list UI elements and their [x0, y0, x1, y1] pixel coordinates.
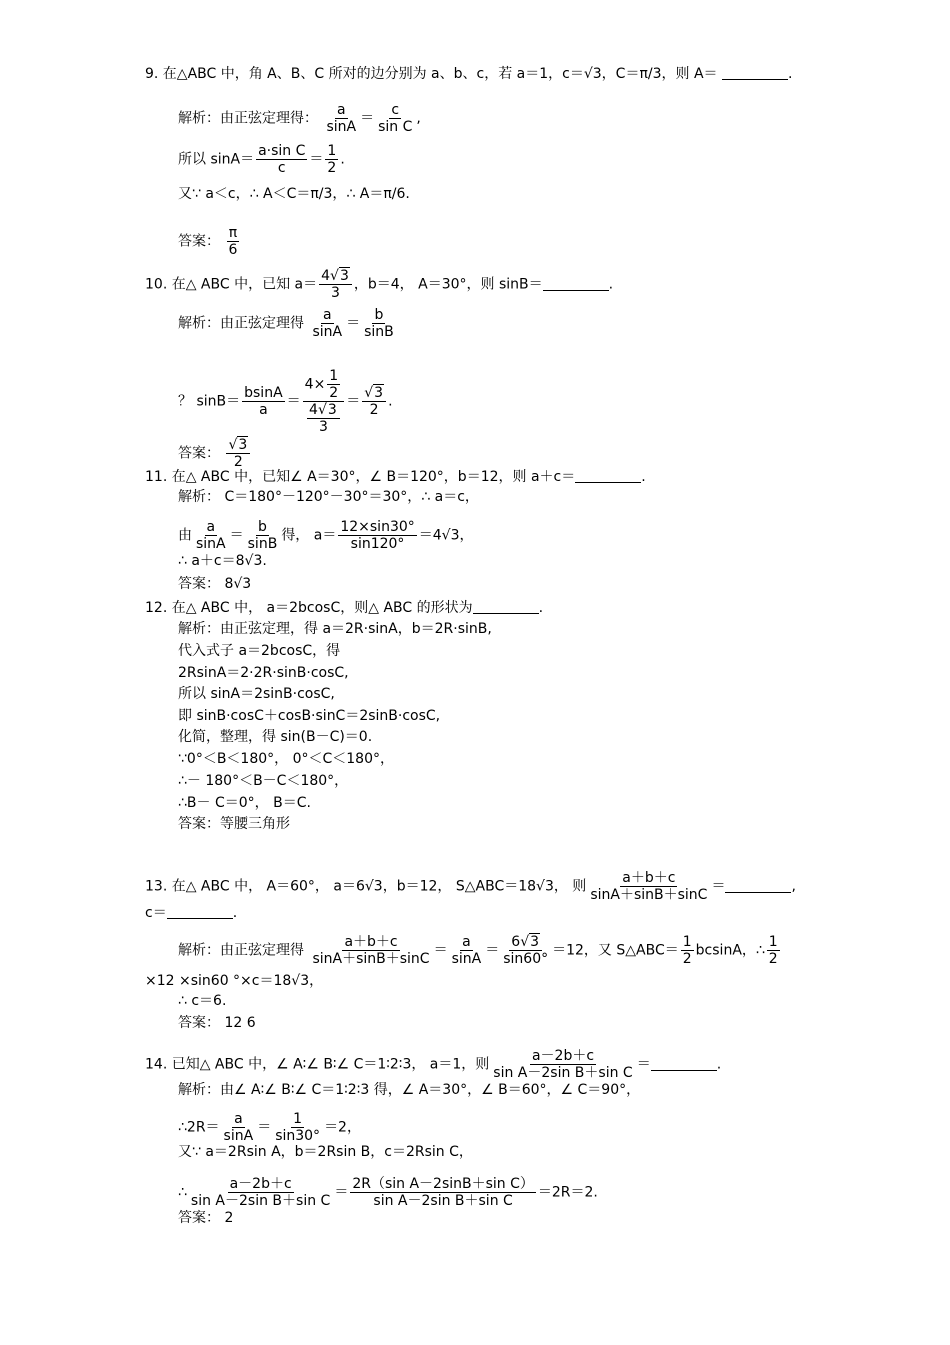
q11-fraction-a: $\frac{a}{\sin A}$	[196, 519, 226, 552]
q11-step2-prefix: 由	[178, 527, 192, 544]
q14-step3-text: 又∵ a＝2Rsin A，b＝2Rsin B，c＝2Rsin C，	[178, 1144, 473, 1160]
q10-answer-blank	[543, 276, 609, 291]
q13-answer	[178, 1014, 256, 1032]
q13-analysis-label: 解析：由正弦定理得	[178, 942, 304, 959]
q13-analysis-fraction-3: $\frac{6√3}{\sin 60^\circ}$	[503, 934, 549, 967]
q12-question: 12. 在△ ABC 中， a＝2bcosC，则△ ABC 的形状为 .	[145, 600, 544, 616]
q14-question-fraction: $\frac{a-2b+c}{\text{sin A－2sin B＋sin C}}$	[493, 1048, 633, 1081]
q14-answer-text: 答案： 2	[178, 1210, 234, 1226]
q10-answer-value: $\frac{√3}{2}$	[226, 437, 250, 470]
q13-line3	[178, 992, 226, 1010]
q13-question: 13. 在△ ABC 中， A＝60°， a＝6√3，b＝12， S△ABC＝18√3， 则 $\frac{a+b+c}{\sin A+\sin B+\sin C}$ ＝ ,	[145, 870, 796, 903]
q9-answer-blank	[722, 65, 788, 80]
q9-step3	[178, 185, 410, 203]
q14-step4: ∴ $\frac{a-2b+c}{\text{sin A－2sin B＋sin C}}$ ＝ $\frac{\text{2R（sin A－2sinB＋sin C）}}{\text{sin A－2sin B＋sin C}}$ ＝2R＝2.	[178, 1176, 598, 1209]
q13-answer-blank-1	[725, 878, 791, 893]
q13-half-2: $\frac{1}{2}$	[768, 934, 778, 967]
q14-step2-fraction-2: $\frac{1}{\sin 30^\circ}$	[275, 1111, 321, 1144]
q11-question-text: 11. 在△ ABC 中，已知∠ A＝30°，∠ B＝120°，b＝12，则 a＋c＝	[145, 469, 576, 485]
q10-step2-fraction: $\frac{bsinA}{a}$	[244, 385, 283, 418]
q14-question: 14. 已知△ ABC 中，∠ A∶∠ B∶∠ C＝1∶2∶3， a＝1，则 $\frac{a-2b+c}{\text{sin A－2sin B＋sin C}}$ ＝ .	[145, 1048, 722, 1081]
q12-line-7: ∴－ 180°＜B－C＜180°，	[178, 773, 349, 789]
q9-fraction-a: $\frac{a}{\sin A}$	[326, 102, 357, 135]
q12-line-4: 即 sinB·cosC＋cosB·sinC＝2sinB·cosC,	[178, 708, 441, 724]
q10-question-suffix: ，b＝4， A＝30°，则 sinB＝	[353, 276, 543, 293]
q12-line-0: 解析：由正弦定理，得 a＝2R·sinA，b＝2R·sinB,	[178, 621, 492, 637]
q11-step2-fraction: $\frac{12\times\sin 30^\circ}{\sin 120^\circ}$	[340, 519, 415, 552]
q10-step2-label: ？ sinB＝	[178, 393, 241, 410]
q13-analysis: 解析：由正弦定理得 $\frac{a+b+c}{\sin A+\sin B+\sin C}$ ＝ $\frac{a}{\sin A}$ ＝ $\frac{6√3}{\sin 60^\circ}$ ＝12，又 S△ABC＝ $\frac{1}{2}$ bcsinA，∴ $\frac{1}{2}$	[178, 934, 778, 967]
q10-step2: ？ sinB＝ $\frac{bsinA}{a}$ ＝ 4× $\frac{1}{2}$ $\frac{4√3}{3}$ ＝ $\frac{√3}{2}$ .	[178, 368, 393, 435]
q10-fraction-a: $\frac{a}{\sin A}$	[312, 307, 343, 340]
q10-answer	[178, 437, 252, 470]
q14-step3	[178, 1143, 473, 1161]
q13-analysis-tail: bcsinA，∴	[695, 942, 765, 959]
q9-analysis-label: 解析：由正弦定理得：	[178, 110, 318, 127]
q12-line-2: 2RsinA＝2·2R·sinB·cosC,	[178, 665, 349, 681]
q10-question: 10. 在△ ABC 中，已知 a＝ $\frac{4√3}{3}$ ，b＝4， A＝30°，则 sinB＝ .	[145, 268, 614, 301]
q14-analysis-text: 解析：由∠ A∶∠ B∶∠ C＝1∶2∶3 得，∠ A＝30°，∠ B＝60°，∠ C＝90°，	[178, 1082, 641, 1098]
q14-step4-fraction: $\frac{a-2b+c}{\text{sin A－2sin B＋sin C}}$	[190, 1176, 331, 1209]
q12-answer-blank	[473, 599, 539, 614]
q9-step2-fraction: $\frac{\text{a·sin C}}{c}$	[258, 143, 306, 176]
q12-line-1: 代入式子 a＝2bcosC，得	[178, 643, 341, 659]
q10-analysis: 解析：由正弦定理得 $\frac{a}{\sin A}$ ＝ $\frac{b}{\sin B}$	[178, 307, 394, 340]
q9-step2: 所以 sinA＝ $\frac{\text{a·sin C}}{c}$ ＝ $\frac{1}{2}$ .	[178, 143, 345, 176]
q9-fraction-c: $\frac{c}{\text{sin C}}$	[378, 102, 413, 135]
q13-analysis-fraction-2: $\frac{a}{\sin A}$	[451, 934, 482, 967]
q13-answer-text: 答案： 12 6	[178, 1015, 256, 1031]
q11-step3-text: ∴ a＋c＝8√3.	[178, 553, 267, 569]
q11-answer-blank	[575, 468, 641, 483]
q14-step2: ∴2R＝ $\frac{a}{\sin A}$ ＝ $\frac{1}{\sin 30^\circ}$ ＝2，	[178, 1111, 361, 1144]
q11-step2-mid: 得， a＝	[281, 527, 337, 544]
q13-analysis-fraction: $\frac{a+b+c}{\sin A+\sin B+\sin C}$	[312, 934, 430, 967]
q11-question: 11. 在△ ABC 中，已知∠ A＝30°，∠ B＝120°，b＝12，则 a＋c＝ .	[145, 469, 646, 485]
q14-step4-suffix: ＝2R＝2.	[537, 1184, 598, 1201]
q12-line-8: ∴B－ C＝0°， B＝C.	[178, 795, 311, 811]
q11-analysis-text: 解析： C＝180°－120°－30°＝30°，∴ a＝c，	[178, 489, 479, 505]
q14-step4-fraction-2: $\frac{\text{2R（sin A－2sinB＋sin C）}}{\text{sin A－2sin B＋sin C}}$	[352, 1176, 534, 1209]
q11-answer	[178, 575, 251, 593]
q12-question-text: 12. 在△ ABC 中， a＝2bcosC，则△ ABC 的形状为	[145, 600, 473, 616]
q10-step2-complex: 4× $\frac{1}{2}$ $\frac{4√3}{3}$	[303, 368, 345, 435]
q13-half: $\frac{1}{2}$	[682, 934, 692, 967]
q14-question-prefix: 14. 已知△ ABC 中，∠ A∶∠ B∶∠ C＝1∶2∶3， a＝1，则	[145, 1056, 490, 1073]
q11-step3	[178, 552, 267, 570]
q13-question-fraction: $\frac{a+b+c}{\sin A+\sin B+\sin C}$	[590, 870, 708, 903]
q9-step2-result: $\frac{1}{2}$	[327, 143, 337, 176]
q10-question-prefix: 10. 在△ ABC 中，已知 a＝	[145, 276, 318, 293]
q12-line-6: ∵0°＜B＜180°， 0°＜C＜180°，	[178, 751, 394, 767]
q13-question-line2: c＝ .	[145, 905, 238, 921]
q12-line-5: 化简，整理，得 sin(B－C)＝0.	[178, 729, 373, 745]
q13-line3-text: ∴ c＝6.	[178, 993, 227, 1009]
q14-analysis	[178, 1081, 640, 1099]
q13-analysis-mid: ＝12，又 S△ABC＝	[552, 942, 679, 959]
q10-fraction-b: $\frac{b}{\sin B}$	[364, 307, 394, 340]
q14-step2-fraction: $\frac{a}{\sin A}$	[223, 1111, 254, 1144]
q9-question: 9. 在△ABC 中，角 A、B、C 所对的边分别为 a、b、c，若 a＝1，c＝√3，C＝π/3，则 A＝ .	[145, 66, 793, 82]
q10-analysis-label: 解析：由正弦定理得	[178, 315, 304, 332]
q11-analysis	[178, 488, 479, 506]
q9-answer	[178, 225, 241, 258]
q13-answer-blank-2	[167, 904, 233, 919]
q14-answer-blank	[651, 1056, 717, 1071]
q14-answer	[178, 1209, 233, 1227]
q11-step2: 由 $\frac{a}{\sin A}$ ＝ $\frac{b}{\sin B}$ 得， a＝ $\frac{12\times\sin 30^\circ}{\sin 120^\circ}$ ＝4√3，	[178, 519, 474, 552]
q9-step3-text: 又∵ a＜c，∴ A＜C＝π/3，∴ A＝π/6.	[178, 186, 410, 202]
q13-question-line2-text: c＝	[145, 905, 167, 921]
q11-fraction-b: $\frac{b}{\sin B}$	[247, 519, 278, 552]
q14-step2-prefix: ∴2R＝	[178, 1119, 220, 1136]
q9-question-text: 9. 在△ABC 中，角 A、B、C 所对的边分别为 a、b、c，若 a＝1，c＝√3，C＝π/3，则 A＝	[145, 66, 718, 82]
q9-answer-value: $\frac{\pi}{6}$	[228, 225, 238, 258]
q13-question-prefix: 13. 在△ ABC 中， A＝60°， a＝6√3，b＝12， S△ABC＝18√3， 则	[145, 878, 587, 895]
q9-step2-label: 所以 sinA＝	[178, 151, 255, 168]
q13-line2-text: ×12 ×sin60 °×c＝18√3，	[145, 973, 324, 989]
q9-answer-label: 答案：	[178, 233, 220, 250]
q12-line-9: 答案：等腰三角形	[178, 816, 290, 832]
q13-line2	[145, 972, 323, 990]
q10-a-value: $\frac{4√3}{3}$	[319, 268, 352, 301]
q14-step2-suffix: ＝2，	[324, 1119, 361, 1136]
q11-answer-text: 答案： 8√3	[178, 576, 252, 592]
q12-line-3: 所以 sinA＝2sinB·cosC,	[178, 686, 335, 702]
q9-analysis: 解析：由正弦定理得： $\frac{a}{\sin A}$ ＝ $\frac{c}{\text{sin C}}$ ,	[178, 102, 421, 135]
q10-step2-result: $\frac{√3}{2}$	[362, 385, 386, 418]
q10-answer-label: 答案：	[178, 445, 220, 462]
q11-step2-suffix: ＝4√3，	[418, 527, 474, 544]
